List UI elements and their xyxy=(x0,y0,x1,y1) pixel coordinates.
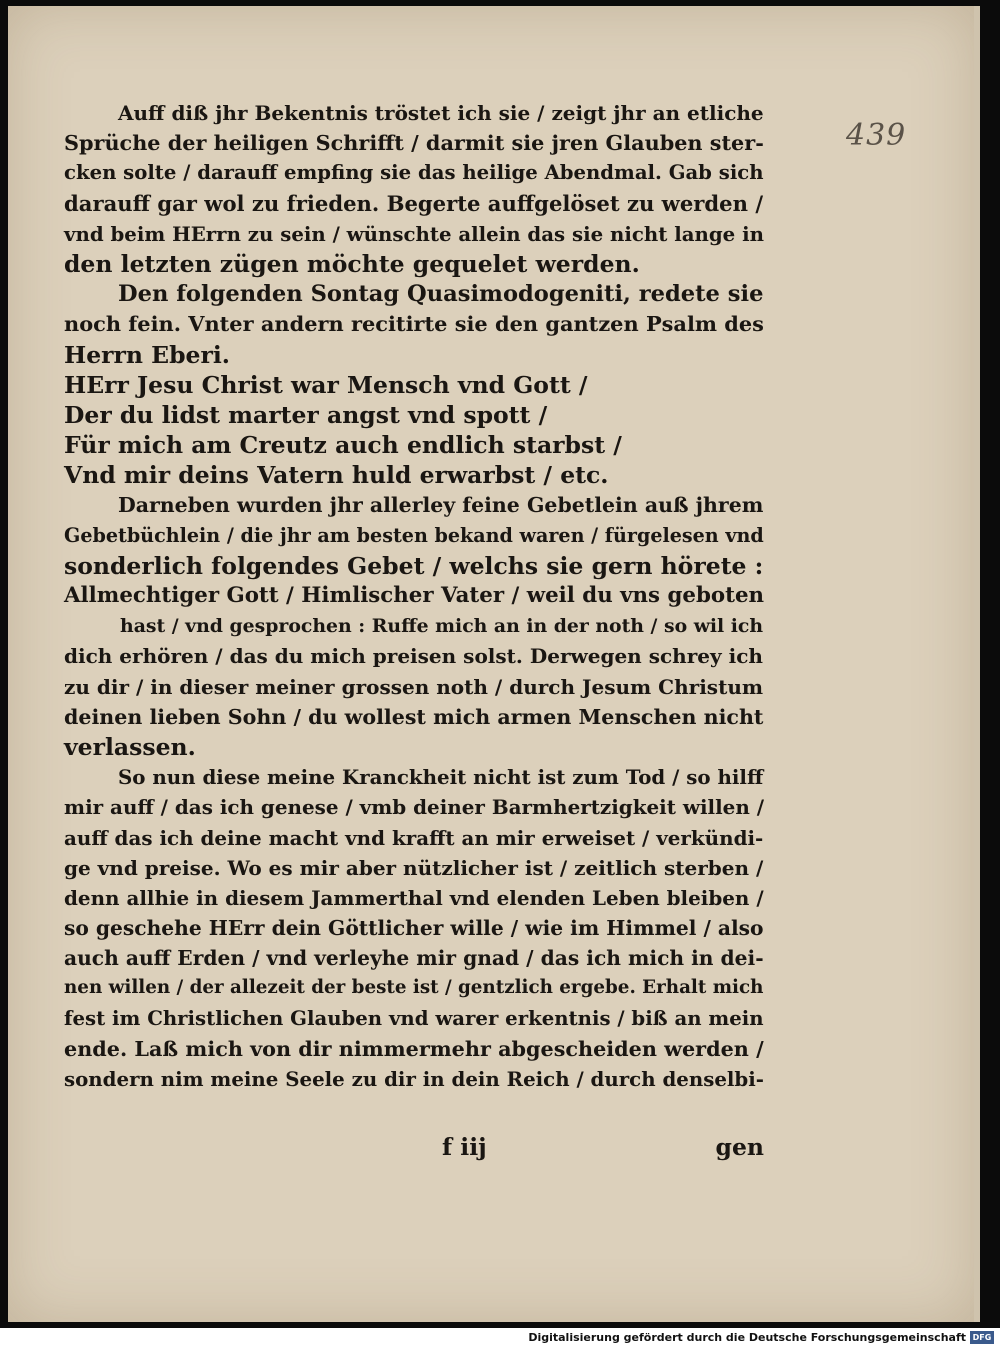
prayer-line: so geschehe HErr dein Göttlicher wille / wie im Himmel / also xyxy=(64,916,764,941)
folio-number: 439 xyxy=(846,118,907,153)
prayer-line: auff das ich deine macht vnd krafft an mir erweiset / verkündi- xyxy=(64,825,764,850)
text-line: Auff diß jhr Bekentnis tröstet ich sie / zeigt jhr an etliche xyxy=(118,101,764,125)
text-line: sonderlich folgendes Gebet / welchs sie gern hörete : xyxy=(64,551,764,580)
signature-mark: f iij xyxy=(442,1133,487,1161)
text-line: Herrn Eberi. xyxy=(64,340,230,369)
prayer-line: So nun diese meine Kranckheit nicht ist zum Tod / so hilff xyxy=(118,765,764,790)
prayer-line: verlassen. xyxy=(64,732,196,761)
prayer-line: sondern nim meine Seele zu dir in dein Reich / durch denselbi- xyxy=(64,1067,764,1091)
body-text xyxy=(64,98,764,1094)
prayer-line: ge vnd preise. Wo es mir aber nützlicher ist / zeitlich sterben / xyxy=(64,855,764,880)
verse-line: Vnd mir deins Vatern huld erwarbst / etc. xyxy=(64,461,609,490)
verse-line: Der du lidst marter angst vnd spott / xyxy=(64,400,548,429)
prayer-line: hast / vnd gesprochen : Ruffe mich an in der noth / so wil ich xyxy=(120,615,764,638)
prayer-line: denn allhie in diesem Jammerthal vnd elenden Leben bleiben / xyxy=(64,885,764,910)
prayer-line: auch auff Erden / vnd verleyhe mir gnad / das ich mich in dei- xyxy=(64,946,764,971)
funding-credit: Digitalisierung gefördert durch die Deutsche Forschungsgemeinschaft xyxy=(528,1331,966,1344)
text-line: Darneben wurden jhr allerley feine Gebetlein auß jhrem xyxy=(118,493,764,518)
text-line: Gebetbüchlein / die jhr am besten bekand waren / fürgelesen vnd xyxy=(64,523,764,547)
text-line: den letzten zügen möchte gequelet werden. xyxy=(64,249,640,278)
verse-line: Für mich am Creutz auch endlich starbst / xyxy=(64,431,622,460)
prayer-line: dich erhören / das du mich preisen solst. Derwegen schrey ich xyxy=(64,644,763,669)
text-line: Den folgenden Sontag Quasimodogeniti, redete sie xyxy=(118,281,764,308)
catchword: gen xyxy=(715,1133,764,1161)
text-line: Sprüche der heiligen Schrifft / darmit sie jren Glauben ster- xyxy=(64,130,764,156)
prayer-line: deinen lieben Sohn / du wollest mich armen Menschen nicht xyxy=(64,704,764,729)
prayer-line: zu dir / in dieser meiner grossen noth / durch Jesum Christum xyxy=(64,674,764,699)
page-edge xyxy=(974,6,980,1322)
prayer-line: fest im Christlichen Glauben vnd warer erkentnis / biß an mein xyxy=(64,1006,764,1030)
prayer-line: nen willen / der allezeit der beste ist / gentzlich ergebe. Erhalt mich xyxy=(64,977,764,999)
dfg-logo: DFG xyxy=(970,1331,994,1344)
text-line: darauff gar wol zu frieden. Begerte auffgelöset zu werden / xyxy=(64,190,764,216)
prayer-line: Allmechtiger Gott / Himlischer Vater / weil du vns geboten xyxy=(64,583,765,608)
digitization-footer xyxy=(0,1328,1000,1348)
prayer-line: mir auff / das ich genese / vmb deiner Barmhertzigkeit willen / xyxy=(64,795,765,820)
verse-line: HErr Jesu Christ war Mensch vnd Gott / xyxy=(64,370,588,399)
text-line: vnd beim HErrn zu sein / wünschte allein das sie nicht lange in xyxy=(64,221,764,246)
page-footer-line xyxy=(64,1133,764,1163)
text-line: noch fein. Vnter andern recitirte sie den gantzen Psalm des xyxy=(64,311,764,337)
text-line: cken solte / darauff empfing sie das heilige Abendmal. Gab sich xyxy=(64,161,764,185)
prayer-line: ende. Laß mich von dir nimmermehr abgescheiden werden / xyxy=(64,1036,764,1061)
